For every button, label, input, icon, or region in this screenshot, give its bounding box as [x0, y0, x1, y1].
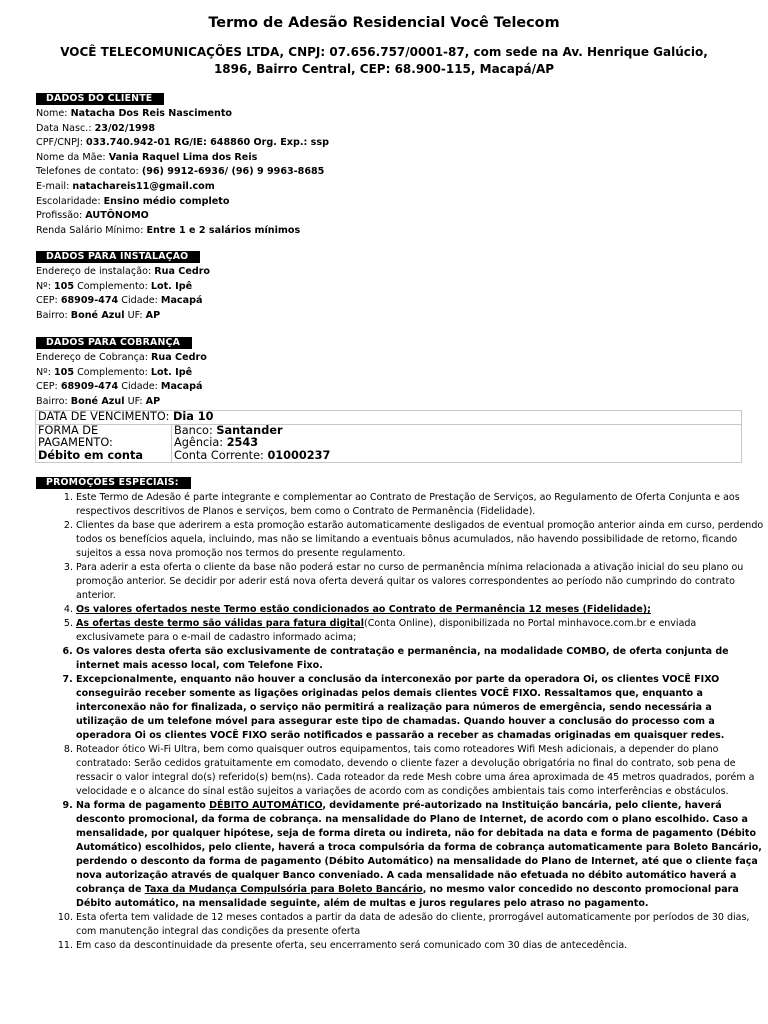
field-renda: Renda Salário Mínimo: Entre 1 e 2 salários mínimos — [36, 224, 301, 236]
cobranca-bairro: Bairro: Boné Azul UF: AP — [36, 395, 161, 407]
field-telefones: Telefones de contato: (96) 9912-6936/ (96) 9 9963-8685 — [36, 166, 325, 178]
cliente-fields — [36, 107, 756, 238]
section-heading-promocoes: PROMOÇÕES ESPECIAIS: — [36, 477, 191, 489]
field-email: E-mail: natachareis11@gmail.com — [36, 180, 215, 192]
section-heading-instalacao: DADOS PARA INSTALAÇÃO — [36, 251, 200, 263]
promo-item-4: 4. Os valores ofertados neste Termo estão condicionados ao Contrato de Permanência 12 meses (Fidelidade); — [76, 603, 766, 617]
promo-item-1: 1. Este Termo de Adesão é parte integrante e complementar ao Contrato de Prestação de Serviços, ao Regulamento de Oferta Conjunta e aos respectivos descritivos de Planos e serviços, bem como o Contrato de Permanência (Fidelidade). — [76, 491, 766, 519]
instalacao-numero: Nº: 105 Complemento: Lot. Ipê — [36, 280, 193, 292]
promo-item-6: 6. Os valores desta oferta são exclusivamente de contratação e permanência, na modalidade COMBO, de oferta conjunta de internet mais acesso local, com Telefone Fixo. — [76, 645, 766, 673]
document-title: Termo de Adesão Residencial Você Telecom — [208, 15, 560, 31]
promo-item-5: 5. As ofertas deste termo são válidas para fatura digital(Conta Online), disponibilizada no Portal minhavoce.com.br e enviada exclusivamete para o e-mail de cadastro informado acima; — [76, 617, 766, 645]
field-cpf: CPF/CNPJ: 033.740.942-01 RG/IE: 648860 Org. Exp.: ssp — [36, 137, 329, 149]
cobranca-cep: CEP: 68909-474 Cidade: Macapá — [36, 381, 203, 393]
payment-table — [35, 410, 742, 463]
promo-item-7: 7. Excepcionalmente, enquanto não houver a conclusão da interconexão por parte da operadora Oi, os clientes VOCÊ FIXO conseguirão receber somente as ligações originadas pelos demais clientes VOCÊ FIXO. Ressaltamos que, enquanto a interconexão não for finalizada, o serviço não permitirá a realização para números de emergência, sendo necessária a utilização de um telefone móvel para assegurar este tipo de chamadas. Quando houver a conclusão do processo com a operadora Oi os clientes VOCÊ FIXO serão notificados e passarão a receber as chamadas originadas em quaisquer redes. — [76, 673, 766, 743]
section-heading-cliente: DADOS DO CLIENTE — [36, 93, 164, 105]
field-nome-mae: Nome da Mãe: Vania Raquel Lima dos Reis — [36, 151, 258, 163]
promo-item-8: 8. Roteador ótico Wi-Fi Ultra, bem como quaisquer outros equipamentos, tais como roteadores Wifi Mesh adicionais, a depender do plano contratado: Serão cedidos gratuitamente em comodato, devendo o cliente fazer a devolução obrigatória no final do contrato, sob pena de ressacir o valor integral do(s) referido(s) bem(ns). Cada roteador da rede Mesh cobre uma área aproximada de 45 metros quadrados, porém a velocidade e o alcance do sinal estão sujeitos a variações de acordo com as condições ambientais tais como interferências e obstáculos. — [76, 743, 766, 799]
instalacao-bairro: Bairro: Boné Azul UF: AP — [36, 309, 161, 321]
company-info: VOCÊ TELECOMUNICAÇÕES LTDA, CNPJ: 07.656.757/0001-87, com sede na Av. Henrique Galúcio, 1896, Bairro Central, CEP: 68.900-115, Macapá/AP — [60, 45, 708, 76]
promo-item-9: 9. Na forma de pagamento DÉBITO AUTOMÁTICO, devidamente pré-autorizado na Instituição bancária, pelo cliente, haverá desconto promocional, da forma de cobrança. na mensalidade do Plano de Internet, de acordo com o plano escolhido. Caso a mensalidade, por qualquer hipótese, seja de forma direta ou indireta, não for debitada na data e forma de pagamento (Débito Automático) escolhidos, pelo cliente, haverá a troca compulsória da forma de cobrança automaticamente para Boleto Bancário, perdendo o desconto da forma de pagamento (Débito Automático) na mensalidade do Plano de Internet, até que o cliente faça nova autorização através de qualquer Banco conveniado. A cada mensalidade não efetuada no débito automático haverá a cobrança de Taxa da Mudança Compulsória para Boleto Bancário, no mesmo valor concedido no desconto promocional para Débito automático, na mensalidade seguinte, além de multas e juros regulares pelo atraso no pagamento. — [76, 799, 766, 911]
cobranca-endereco: Endereço de Cobrança: Rua Cedro — [36, 352, 207, 363]
cobranca-numero: Nº: 105 Complemento: Lot. Ipê — [36, 366, 193, 378]
section-heading-cobranca: DADOS PARA COBRANÇA — [36, 337, 192, 349]
promo-item-11: 11. Em caso da descontinuidade da presente oferta, seu encerramento será comunicado com 30 dias de antecedência. — [76, 939, 766, 953]
conta-cell: Banco: Santander Agência: 2543 Conta Corrente: 01000237 — [172, 424, 742, 463]
field-profissao: Profissão: AUTÔNOMO — [36, 210, 149, 222]
instalacao-endereco: Endereço de instalação: Rua Cedro — [36, 266, 211, 277]
cobranca-fields — [36, 351, 756, 409]
promo-item-2: 2. Clientes da base que aderirem a esta promoção estarão automaticamente desligados de eventual promoção anterior ainda em curso, perdendo todos os benefícios aquela, incluindo, mas não se limitando a eventuais bônus acumulados, não havendo possibilidade de retorno, ficando sujeitos a essa nova promoção nos termos do presente regulamento. — [76, 519, 766, 561]
promo-item-3: 3. Para aderir a esta oferta o cliente da base não poderá estar no curso de permanência mínima relacionada a ativação inicial do seu plano ou promoção anterior. Se decidir por aderir está nova oferta deverá quitar os valores correspondentes ao período não cumprindo do contrato anterior. — [76, 561, 766, 603]
vencimento-row — [36, 411, 742, 425]
instalacao-cep: CEP: 68909-474 Cidade: Macapá — [36, 295, 203, 307]
field-nome: Nome: Natacha Dos Reis Nascimento — [36, 108, 233, 119]
promocoes-list — [36, 491, 766, 953]
promo-item-10: 10. Esta oferta tem validade de 12 meses contados a partir da data de adesão do cliente, prorrogável automaticamente por períodos de 30 dias, com manutenção integral das condições da presente oferta — [76, 911, 766, 939]
forma-pagamento-row — [36, 424, 742, 463]
forma-pagamento-cell: FORMA DE PAGAMENTO: Débito em conta — [36, 424, 172, 463]
field-data-nasc: Data Nasc.: 23/02/1998 — [36, 122, 156, 134]
instalacao-fields — [36, 265, 756, 323]
vencimento-cell: DATA DE VENCIMENTO: Dia 10 — [36, 411, 742, 425]
field-escolaridade: Escolaridade: Ensino médio completo — [36, 195, 230, 207]
